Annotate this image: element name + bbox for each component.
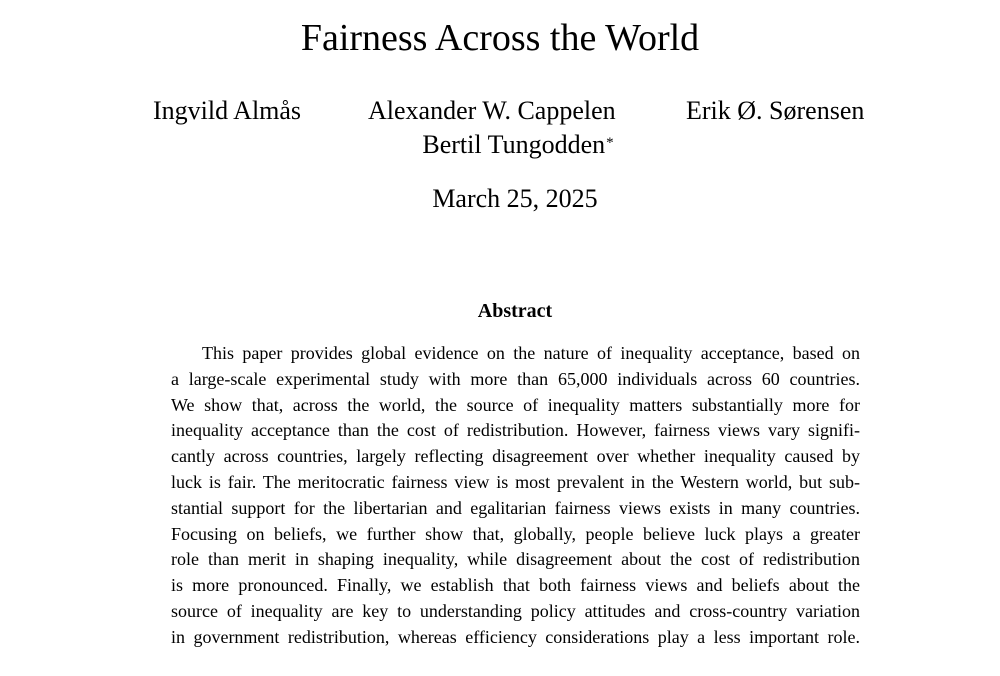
author-erik-sorensen: Erik Ø. Sørensen [686,96,865,125]
author-footnote-mark: * [606,135,614,151]
abstract-line: is more pronounced. Finally, we establish that both fairness views and beliefs about the [171,575,860,596]
author-ingvild-almas: Ingvild Almås [153,96,302,125]
paper-date: March 25, 2025 [432,184,598,213]
abstract-line: inequality acceptance than the cost of redistribution. However, fairness views vary signifi- [171,420,860,441]
abstract-line: cantly across countries, largely reflecting disagreement over whether inequality caused by [171,446,860,467]
abstract-line: Focusing on beliefs, we further show that, globally, people believe luck plays a greater [171,523,860,544]
abstract-line: role than merit in shaping inequality, while disagreement about the cost of redistribution [171,549,860,570]
abstract-line: This paper provides global evidence on the nature of inequality acceptance, based on [202,343,860,363]
abstract-line: source of inequality are key to understanding policy attitudes and cross-country variation [171,600,860,621]
abstract-line: stantial support for the libertarian and egalitarian fairness views exists in many countries. [171,497,860,518]
abstract-line: a large-scale experimental study with more than 65,000 individuals across 60 countries. [171,368,860,389]
paper-title: Fairness Across the World [300,17,700,59]
abstract-heading: Abstract [477,300,553,322]
author-bertil-tungodden: Bertil Tungodden [422,130,606,159]
author-alexander-cappelen: Alexander W. Cappelen [368,96,616,125]
abstract-line: luck is fair. The meritocratic fairness view is most prevalent in the Western world, but sub- [171,471,860,492]
abstract-line: in government redistribution, whereas efficiency considerations play a less important role. [171,626,860,647]
abstract-body [171,341,860,651]
author-bertil-tungodden-block [0,129,1000,161]
abstract-line: We show that, across the world, the source of inequality matters substantially more for [171,394,860,415]
